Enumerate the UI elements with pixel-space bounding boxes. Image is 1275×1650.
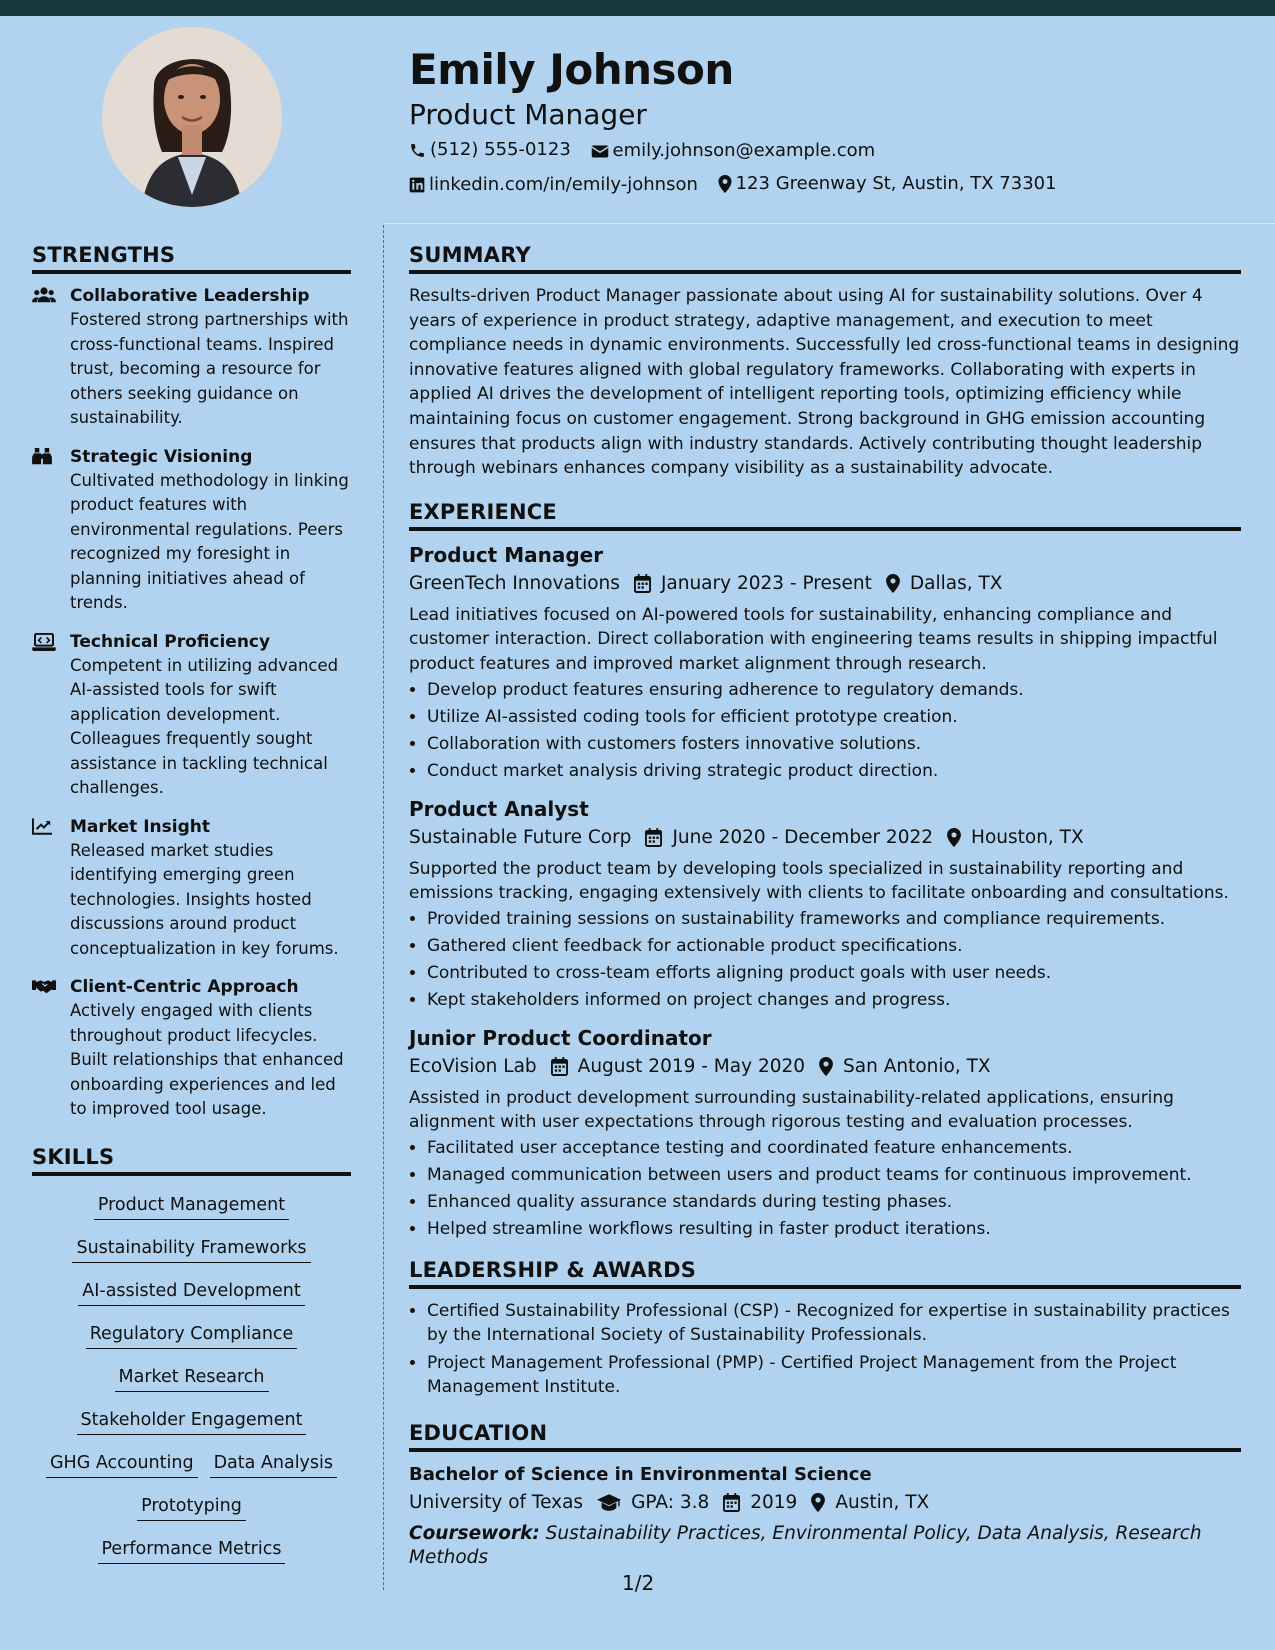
skill-tag: Product Management (94, 1193, 289, 1220)
award-item: • Certified Sustainability Professional (CSP) - Recognized for expertise in sustainability practices by the International Society of Sustainability Professionals. (427, 1299, 1241, 1348)
job-entry (409, 541, 1241, 785)
location-pin-icon (947, 828, 961, 847)
candidate-name: Emily Johnson (409, 45, 734, 94)
location-pin-icon (886, 574, 900, 593)
coursework-list: Sustainability Practices, Environmental Policy, Data Analysis, Research Methods (409, 1522, 1202, 1568)
job-title: Junior Product Coordinator (409, 1025, 712, 1050)
skill-tag: Performance Metrics (98, 1537, 286, 1564)
skill-tag: Stakeholder Engagement (77, 1408, 307, 1435)
job-location: San Antonio, TX (843, 1055, 991, 1077)
job-company: Sustainable Future Corp (409, 826, 632, 848)
strength-item (32, 975, 351, 1122)
job-bullet: • Provided training sessions on sustainability frameworks and compliance requirements. (427, 906, 1241, 933)
handshake-icon (32, 978, 56, 994)
skill-tag: Regulatory Compliance (86, 1322, 298, 1349)
skills-heading: SKILLS (32, 1144, 351, 1176)
job-description: Assisted in product development surrounding sustainability-related applications, ensuring alignment with user expectations through rigorous testing and evaluation processes. (409, 1087, 1174, 1133)
strengths-heading: STRENGTHS (32, 242, 351, 274)
job-location: Dallas, TX (909, 572, 1003, 594)
location-pin-icon (718, 175, 732, 193)
contact-line-1 (409, 137, 1249, 167)
job-meta (409, 1052, 1241, 1082)
job-meta (409, 569, 1241, 599)
profile-photo (102, 27, 282, 207)
strength-title: Client-Centric Approach (70, 977, 299, 997)
job-dates: January 2023 - Present (660, 572, 872, 594)
phone-item (409, 137, 571, 163)
email-link[interactable]: emily.johnson@example.com (612, 140, 876, 161)
right-column (409, 242, 1241, 1570)
contact-line-2 (409, 171, 1249, 201)
skills-list (32, 1186, 351, 1573)
education-heading: EDUCATION (409, 1420, 1241, 1452)
column-divider (383, 225, 384, 1590)
job-dates: June 2020 - December 2022 (672, 826, 934, 848)
graduation-year: 2019 (750, 1491, 798, 1513)
job-entry (409, 795, 1241, 1014)
strength-item (32, 815, 351, 962)
job-bullet: • Facilitated user acceptance testing and coordinated feature enhancements. (427, 1135, 1241, 1162)
graduation-cap-icon (597, 1494, 621, 1511)
job-bullet: • Conduct market analysis driving strategic product direction. (427, 758, 1241, 785)
summary-text: Results-driven Product Manager passionate about using AI for sustainability solutions. Over 4 years of experience in product strategy, adaptive management, and execution to meet compliance needs in dynamic environments. Successfully led cross-functional teams in designing innovative features aligned with global regulatory frameworks. Collaborating with experts in applied AI drives the development of intelligent reporting tools, optimizing efficiency while maintaining focus on customer engagement. Strong background in GHG emission accounting ensures that products align with industry standards. Actively contributing thought leadership through webinars enhances company visibility as a sustainability advocate. (409, 286, 1240, 479)
job-bullet: • Managed communication between users and product teams for continuous improvement. (427, 1162, 1241, 1189)
calendar-icon (723, 1493, 740, 1512)
job-bullet: • Collaboration with customers fosters innovative solutions. (427, 731, 1241, 758)
gpa-text: GPA: 3.8 (631, 1491, 710, 1513)
coursework (409, 1522, 1241, 1570)
job-bullets (409, 677, 1241, 785)
linkedin-icon (409, 177, 425, 193)
email-item[interactable] (591, 138, 876, 164)
skill-tag: Sustainability Frameworks (72, 1236, 310, 1263)
coursework-label: Coursework: (409, 1522, 540, 1544)
skill-tag: Data Analysis (210, 1451, 337, 1478)
strength-title: Strategic Visioning (70, 446, 253, 467)
binoculars-icon (32, 448, 52, 466)
strength-desc: Released market studies identifying emerging green technologies. Insights hosted discussions around product conceptualization in key forums. (70, 840, 339, 958)
left-column (32, 242, 351, 1573)
job-entry (409, 1024, 1241, 1243)
experience-heading: EXPERIENCE (409, 499, 1241, 531)
job-bullets (409, 906, 1241, 1014)
phone-icon (409, 142, 426, 159)
strength-item (32, 284, 351, 431)
phone-text: (512) 555-0123 (430, 139, 571, 160)
summary-heading: SUMMARY (409, 242, 1241, 274)
strength-title: Collaborative Leadership (70, 286, 310, 306)
school-location: Austin, TX (835, 1491, 930, 1513)
job-bullet: • Utilize AI-assisted coding tools for efficient prototype creation. (427, 704, 1241, 731)
skill-tag: AI-assisted Development (78, 1279, 305, 1306)
job-title: Product Manager (409, 542, 604, 567)
candidate-role: Product Manager (409, 98, 647, 131)
job-title: Product Analyst (409, 796, 589, 821)
job-dates: August 2019 - May 2020 (577, 1055, 806, 1077)
school-name: University of Texas (409, 1491, 584, 1513)
strength-item (32, 445, 351, 616)
laptop-code-icon (32, 633, 56, 651)
strength-item (32, 630, 351, 801)
job-description: Supported the product team by developing tools specialized in sustainability reporting and emissions tracking, engaging extensively with clients to facilitate onboarding and consultations. (409, 858, 1229, 904)
envelope-icon (591, 144, 609, 159)
strength-title: Technical Proficiency (70, 631, 271, 652)
strength-title: Market Insight (70, 816, 210, 837)
users-icon (32, 287, 56, 303)
strength-desc: Actively engaged with clients throughout product lifecycles. Built relationships that enhanced onboarding experiences and led to improved tool usage. (70, 1001, 344, 1118)
header-divider (384, 223, 1275, 224)
job-bullet: • Develop product features ensuring adherence to regulatory demands. (427, 677, 1241, 704)
chart-line-icon (32, 818, 52, 835)
top-bar (0, 0, 1275, 16)
location-pin-icon (819, 1057, 833, 1076)
job-meta (409, 823, 1241, 853)
job-bullet: • Enhanced quality assurance standards during testing phases. (427, 1189, 1241, 1216)
job-location: Houston, TX (971, 826, 1084, 848)
page-number: 1/2 (622, 1571, 655, 1595)
strength-desc: Cultivated methodology in linking product features with environmental regulations. Peers recognized my foresight in planning initiatives ahead of trends. (70, 470, 349, 612)
job-bullets (409, 1135, 1241, 1243)
skill-tag: Market Research (115, 1365, 269, 1392)
job-description: Lead initiatives focused on AI-powered tools for sustainability, enhancing compliance and customer interaction. Direct collaboration with engineering teams results in shipping impactful product features and improved market alignment through research. (409, 604, 1218, 674)
skill-tag: GHG Accounting (46, 1451, 198, 1478)
resume-header (409, 42, 1249, 201)
job-company: EcoVision Lab (409, 1055, 537, 1077)
job-company: GreenTech Innovations (409, 572, 620, 594)
awards-heading: LEADERSHIP & AWARDS (409, 1257, 1241, 1289)
strength-desc: Fostered strong partnerships with cross-functional teams. Inspired trust, becoming a resource for others seeking guidance on sustainability. (70, 310, 349, 427)
job-bullet: • Helped streamline workflows resulting in faster product iterations. (427, 1216, 1241, 1243)
calendar-icon (634, 574, 651, 593)
job-bullet: • Gathered client feedback for actionable product specifications. (427, 933, 1241, 960)
awards-list (409, 1299, 1241, 1400)
linkedin-item[interactable] (409, 172, 698, 198)
award-item: • Project Management Professional (PMP) - Certified Project Management from the Project Management Institute. (427, 1351, 1241, 1400)
job-bullet: • Contributed to cross-team efforts aligning product goals with user needs. (427, 960, 1241, 987)
location-pin-icon (811, 1493, 825, 1512)
calendar-icon (645, 828, 662, 847)
linkedin-link[interactable]: linkedin.com/in/emily-johnson (429, 173, 698, 195)
calendar-icon (551, 1057, 568, 1076)
education-meta (409, 1488, 1241, 1518)
degree-title: Bachelor of Science in Environmental Science (409, 1463, 872, 1485)
address-item (718, 171, 1057, 197)
skill-tag: Prototyping (137, 1494, 246, 1521)
address-text: 123 Greenway St, Austin, TX 73301 (735, 172, 1057, 194)
strength-desc: Competent in utilizing advanced AI-assisted tools for swift application development. Colleagues frequently sought assistance in tackling technical challenges. (70, 655, 339, 797)
job-bullet: • Kept stakeholders informed on project changes and progress. (427, 987, 1241, 1014)
